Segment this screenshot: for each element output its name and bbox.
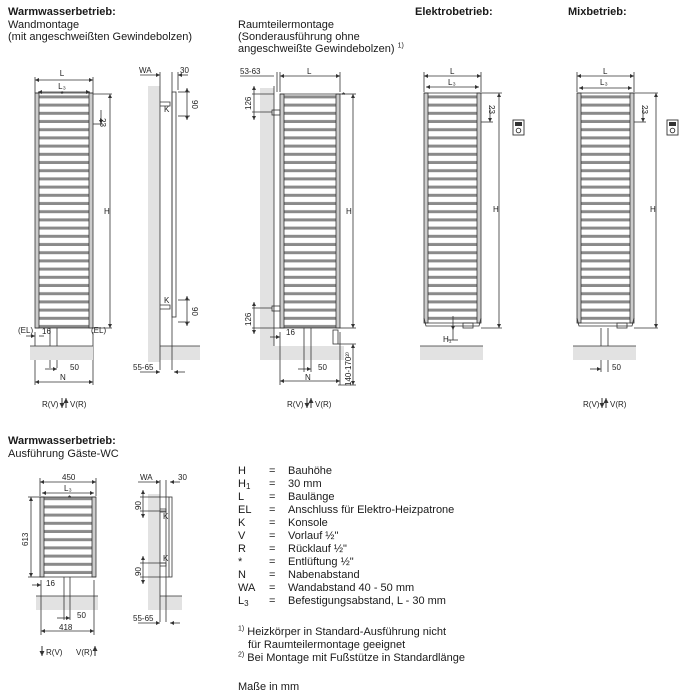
dim-L-mixed: L xyxy=(603,67,608,76)
legend-text: Entlüftung ½" xyxy=(288,556,354,568)
legend-symbol-text: L xyxy=(238,491,245,503)
dim-H-partition: H xyxy=(346,207,352,216)
dim-50-partition: 50 xyxy=(318,363,327,372)
dim-55-65-guest: 55-65 xyxy=(133,614,154,623)
dim-126-bottom: 126 xyxy=(244,312,253,326)
dim-418: 418 xyxy=(59,623,73,632)
dim-16-partition: 16 xyxy=(286,328,295,337)
guest-wc-title: Warmwasserbetrieb: xyxy=(8,435,116,447)
dim-16: 16 xyxy=(42,327,51,336)
legend-equals: = xyxy=(269,517,276,529)
legend-text: Anschluss für Elektro-Heizpatrone xyxy=(288,504,455,516)
bracket-K-top: K xyxy=(164,105,170,114)
footnote-1-text: Heizkörper in Standard-Ausführung nicht xyxy=(247,626,447,638)
flow-rv-guest: R(V) xyxy=(46,648,63,657)
dim-55-65: 55-65 xyxy=(133,363,154,372)
flow-rv-partition: R(V) xyxy=(287,400,304,409)
flow-rv-mixed: R(V) xyxy=(583,400,600,409)
dim-H-mixed: H xyxy=(650,205,656,214)
electric-title: Elektrobetrieb: xyxy=(415,6,493,18)
legend-symbol xyxy=(238,556,268,569)
dim-L-partition: L xyxy=(307,67,312,76)
dim-90-guest-bottom: 90 xyxy=(134,567,143,576)
legend-text: Nabenabstand xyxy=(288,569,360,581)
dim-L3: L₃ xyxy=(58,82,66,91)
dim-53-63: 53-63 xyxy=(240,67,261,76)
dim-WA-guest: WA xyxy=(140,473,153,482)
vent-star-guest: * xyxy=(68,494,72,503)
dim-50: 50 xyxy=(70,363,79,372)
dim-23-mixed: 23 xyxy=(640,105,649,114)
dim-L3-mixed: L₃ xyxy=(600,78,608,87)
dim-H-electric: H xyxy=(493,205,499,214)
legend-equals: = xyxy=(269,491,276,503)
partition-mount-view xyxy=(240,72,356,385)
legend-symbol-text: H xyxy=(238,465,246,477)
partition-mount-title: Raumteilermontage xyxy=(238,19,334,31)
dim-23-electric: 23 xyxy=(487,105,496,114)
legend-symbol xyxy=(238,491,268,504)
dim-16-guest: 16 xyxy=(46,579,55,588)
flow-rv: R(V) xyxy=(42,400,59,409)
legend-symbol xyxy=(238,517,268,530)
mixed-view xyxy=(577,72,658,372)
dim-N: N xyxy=(60,373,66,382)
dim-450: 450 xyxy=(62,473,76,482)
mixed-title: Mixbetrieb: xyxy=(568,6,627,18)
dim-90-top: 90 xyxy=(190,100,199,109)
legend-symbol xyxy=(238,465,268,478)
legend-symbol-text: V xyxy=(238,530,246,542)
dim-613: 613 xyxy=(21,532,30,546)
dim-L-electric: L xyxy=(450,67,455,76)
units-note: Maße in mm xyxy=(238,681,300,693)
partition-mount-note-text: angeschweißte Gewindebolzen) xyxy=(238,43,395,55)
legend-equals: = xyxy=(269,569,276,581)
dim-30: 30 xyxy=(180,66,189,75)
bracket-K-guest-top: K xyxy=(163,512,169,521)
legend-text: Konsole xyxy=(288,517,328,529)
legend-equals: = xyxy=(269,504,276,516)
legend-symbol-text: N xyxy=(238,569,246,581)
dim-EL-left: (EL) xyxy=(18,326,34,335)
legend-subscript: 3 xyxy=(244,599,249,608)
legend-symbol xyxy=(238,543,268,556)
legend-equals: = xyxy=(269,478,276,490)
legend-symbol xyxy=(238,530,268,543)
wall-mount-subtitle: Wandmontage xyxy=(8,19,80,31)
control-unit-icon-mixed xyxy=(667,120,678,135)
legend-symbol xyxy=(238,504,268,517)
dim-EL-right: (EL) xyxy=(91,326,107,335)
footnote-2-ref: 2) xyxy=(238,651,245,659)
dim-50-mixed: 50 xyxy=(612,363,621,372)
partition-mount-note-1: (Sonderausführung ohne xyxy=(238,31,360,43)
wall-mount-title: Warmwasserbetrieb: xyxy=(8,6,116,18)
legend-equals: = xyxy=(269,595,276,607)
footnote-1-ref: 1) xyxy=(238,625,245,633)
footnote-2 xyxy=(238,652,465,665)
guest-wc-front-view xyxy=(28,478,98,635)
flow-vr: V(R) xyxy=(70,400,87,409)
legend-equals: = xyxy=(269,465,276,477)
dim-L3-electric: L₃ xyxy=(448,78,456,87)
dim-N-partition: N xyxy=(305,373,311,382)
dim-23: 23 xyxy=(98,118,107,127)
dim-50-guest: 50 xyxy=(77,611,86,620)
legend-symbol-text: H xyxy=(238,478,246,490)
dim-H: H xyxy=(104,207,110,216)
dim-L3-guest: L₃ xyxy=(64,484,72,493)
legend-text: Baulänge xyxy=(288,491,335,503)
legend-symbol-text: R xyxy=(238,543,246,555)
legend-equals: = xyxy=(269,530,276,542)
dim-90-guest-top: 90 xyxy=(134,501,143,510)
dim-H1-electric: H₁ xyxy=(443,335,452,344)
footnote-2-text: Bei Montage mit Fußstütze in Standardlänge xyxy=(247,652,465,664)
legend-symbol-text: L xyxy=(238,595,245,607)
vent-star: * xyxy=(60,90,64,99)
legend-equals: = xyxy=(269,556,276,568)
legend-symbol-text: EL xyxy=(238,504,252,516)
dim-140-170: 140-170²⁾ xyxy=(344,352,353,386)
flow-vr-guest: V(R) xyxy=(76,648,93,657)
flow-vr-partition: V(R) xyxy=(315,400,332,409)
dim-90-bottom: 90 xyxy=(190,307,199,316)
legend-text: Befestigungsabstand, L - 30 mm xyxy=(288,595,446,607)
legend-equals: = xyxy=(269,543,276,555)
footnote-1-line-1 xyxy=(238,626,446,639)
flow-vr-mixed: V(R) xyxy=(610,400,627,409)
legend-symbol-text: * xyxy=(238,556,243,568)
legend-subscript: 1 xyxy=(245,482,251,491)
dim-126-top: 126 xyxy=(244,96,253,110)
legend-symbol xyxy=(238,595,268,610)
legend-symbol xyxy=(238,569,268,582)
legend-text: 30 mm xyxy=(288,478,322,490)
legend-text: Wandabstand 40 - 50 mm xyxy=(288,582,415,594)
footnote-1-line-2: für Raumteilermontage geeignet xyxy=(248,639,406,651)
guest-wc-subtitle: Ausführung Gäste-WC xyxy=(8,448,119,460)
dim-WA: WA xyxy=(139,66,152,75)
legend-symbol-text: WA xyxy=(238,582,256,594)
legend-text: Bauhöhe xyxy=(288,465,333,477)
legend-symbol-text: K xyxy=(238,517,246,529)
vent-star-partition: * xyxy=(342,91,346,100)
legend-text: Rücklauf ½" xyxy=(288,543,347,555)
legend-symbol xyxy=(238,582,268,595)
legend-text: Vorlauf ½" xyxy=(288,530,339,542)
footnote-ref: 1) xyxy=(397,42,404,50)
wall-mount-note: (mit angeschweißten Gewindebolzen) xyxy=(8,31,193,43)
dim-L: L xyxy=(59,69,65,78)
bracket-K-guest-bottom: K xyxy=(163,554,169,563)
dim-30-guest: 30 xyxy=(178,473,187,482)
control-unit-icon-electric xyxy=(513,120,524,135)
bracket-K-bottom: K xyxy=(164,296,170,305)
legend-equals: = xyxy=(269,582,276,594)
